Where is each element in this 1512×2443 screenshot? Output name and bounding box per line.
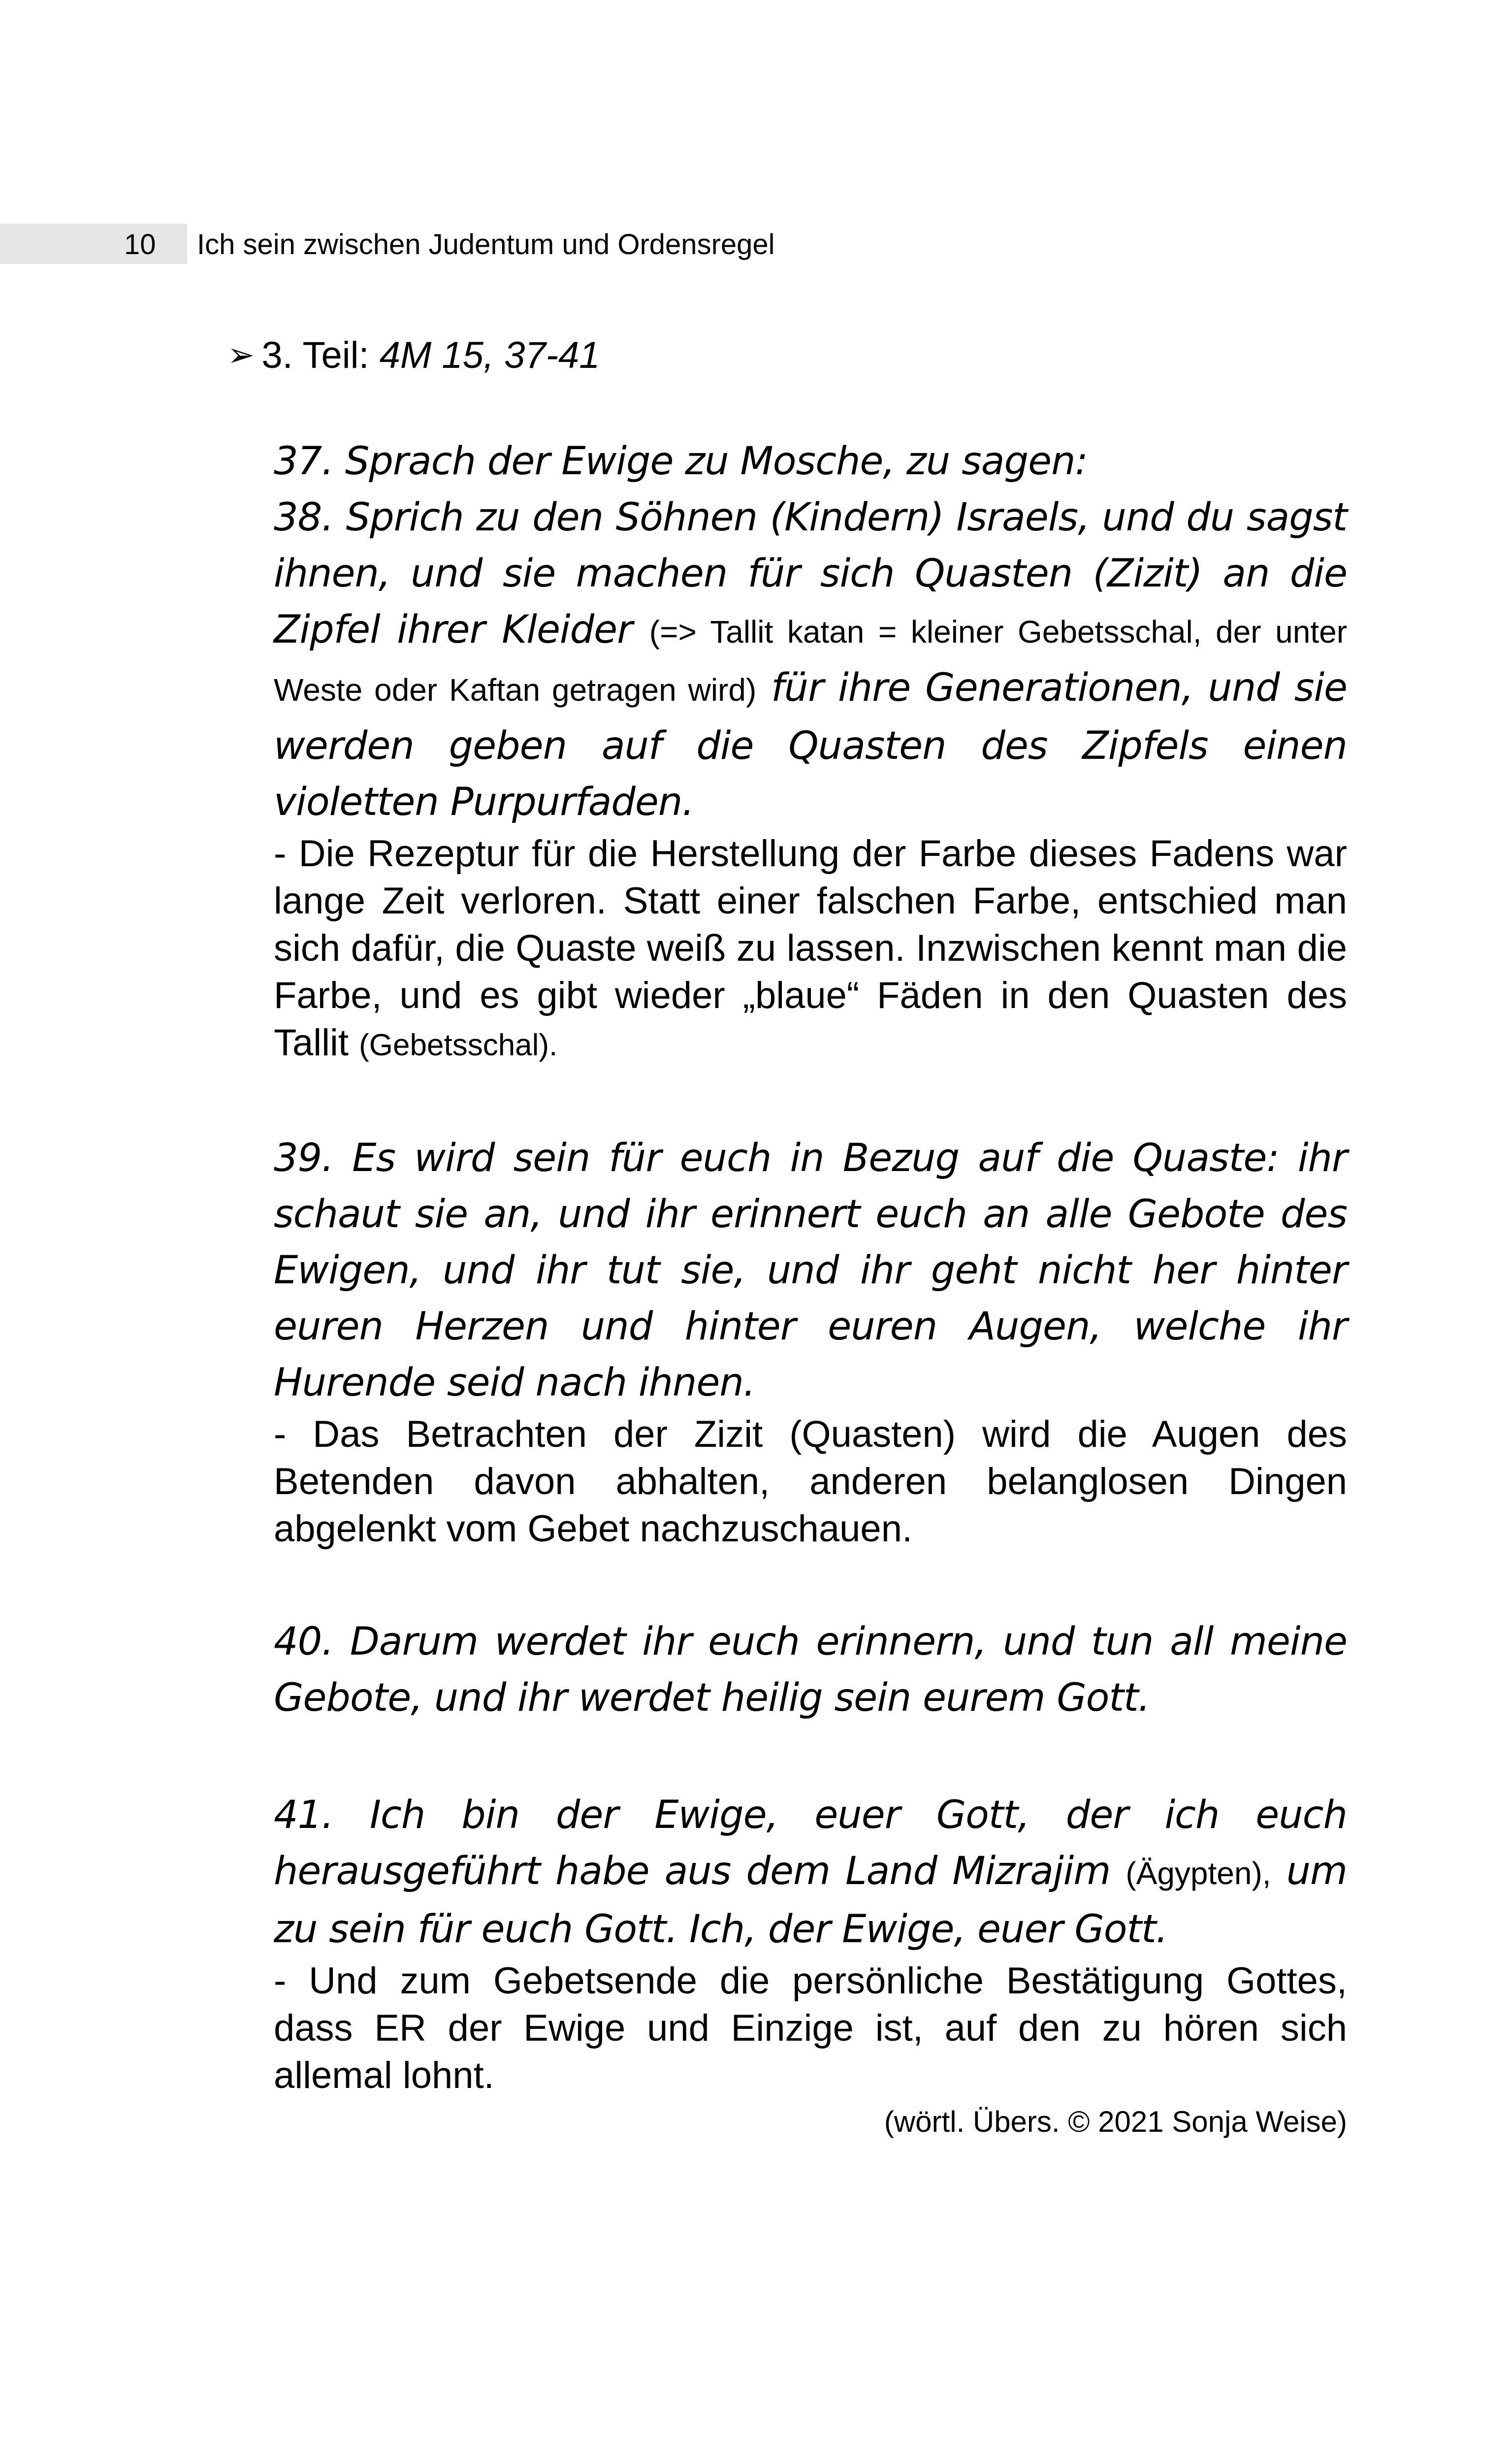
verse-41-text-end: um zu sein für euch Gott. Ich, der Ewige, euer Gott. (274, 1849, 1347, 1952)
section-heading (227, 330, 600, 380)
verse-41-comment: - Und zum Gebetsende die persönliche Bestätigung Gottes, dass ER der Ewige und Einzige ist, auf den zu hören sich allemal lohnt. (274, 1960, 1347, 2096)
verse-41-note: (Ägypten), (1126, 1856, 1271, 1891)
page-number: 10 (124, 228, 156, 261)
verse-38-comment-text: - Die Rezeptur für die Herstellung der Farbe dieses Fadens war lange Zeit verloren. Statt einer falschen Farbe, entschied man sich dafür, die Quaste weiß zu lassen. Inzwischen kennt man die Farbe, und es gibt wieder „blaue“ Fäden in den Quasten des Tallit (274, 833, 1347, 1064)
header-bar (0, 224, 187, 264)
verse-38-note: (=> Tallit katan = kleiner Gebetsschal, der unter Weste oder Kaftan getragen wird) (274, 614, 1347, 708)
paragraph-spacer (274, 1069, 1347, 1130)
verse-41 (274, 1787, 1347, 1957)
main-content (274, 433, 1347, 2142)
verse-40: 40. Darum werdet ihr euch erinnern, und tun all meine Gebote, und ihr werdet heilig sein eurem Gott. (274, 1620, 1347, 1720)
verse-38-text: 38. Sprich zu den Söhnen (Kindern) Israels, und du sagst ihnen, und sie machen für sich Quasten (Zizit) an die Zipfel ihrer Kleider (274, 495, 1347, 652)
verse-38-comment-note: (Gebetsschal). (359, 1028, 558, 1062)
verse-39-comment: - Das Betrachten der Zizit (Quasten) wird die Augen des Betenden davon abhalten, anderen belanglosen Dingen abgelenkt vom Gebet nachzuschauen. (274, 1413, 1347, 1550)
verse-39: 39. Es wird sein für euch in Bezug auf die Quaste: ihr schaut sie an, und ihr erinnert euch an alle Gebote des Ewigen, und ihr tut sie, und ihr geht nicht her hinter euren Herzen und hinter euren Augen, welche ihr Hurende seid nach ihnen. (274, 1136, 1347, 1405)
verse-38-comment (274, 830, 1347, 1069)
paragraph-spacer (274, 1553, 1347, 1614)
running-title: Ich sein zwischen Judentum und Ordensregel (197, 228, 775, 261)
arrow-bullet-icon: ➢ (227, 336, 255, 373)
paragraph-spacer (274, 1726, 1347, 1787)
section-label: 3. Teil: (261, 334, 380, 376)
verse-37: 37. Sprach der Ewige zu Mosche, zu sagen: (274, 439, 1088, 484)
section-reference: 4M 15, 37-41 (379, 334, 600, 376)
verse-38-text-end: für ihre Generationen, und sie werden geben auf die Quasten des Zipfels einen violetten Purpurfaden. (274, 666, 1347, 824)
verse-41-text: 41. Ich bin der Ewige, euer Gott, der ich euch herausgeführt habe aus dem Land Mizrajim (274, 1793, 1347, 1893)
verse-38 (274, 489, 1347, 830)
copyright-note: (wörtl. Übers. © 2021 Sonja Weise) (884, 2105, 1347, 2138)
